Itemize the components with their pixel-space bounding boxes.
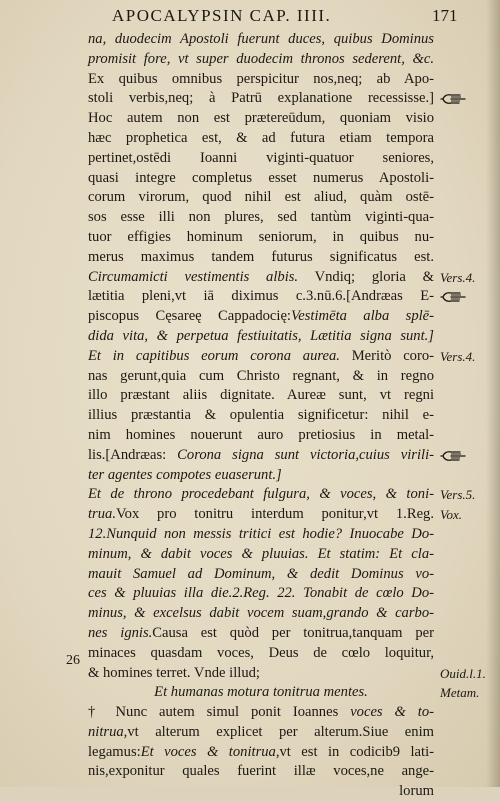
text-line: minus, & excelsus dabit vocem suam,grando & carbo- (88, 605, 434, 622)
margin-note: Metam. (440, 685, 480, 701)
text-line: nis,exponitur quales fuerint illæ voces,ne ange- (88, 763, 434, 780)
margin-note: Ouid.l.1. (440, 665, 486, 681)
margin-number: 26 (66, 653, 80, 668)
text-line: tuor effigies hominum seniorum, in quibus nu- (88, 228, 434, 245)
text-line: dida vita, & perpetua festiuitatis, Lætitia signa sunt.] (88, 327, 434, 344)
text-line: minaces quasdam voces, Deus de cœlo loquitur, (88, 644, 434, 661)
text-line: merus maximus tandem futurus significatus est. (88, 248, 434, 265)
text-line: sos esse illi non plures, sed tantùm viginti-qua- (88, 209, 434, 226)
running-head-title: APOCALYPSIN CAP. IIII. (112, 6, 332, 25)
text-line: legamus:Et voces & tonitrua,vt est in codicib9 lati- (88, 743, 435, 760)
text-line: & homines terret. Vnde illud; (88, 664, 260, 681)
margin-note: Vers.4. (440, 348, 476, 364)
text-line: lorum (399, 783, 434, 800)
text-line: ter agentes compotes euaserunt.] (88, 466, 282, 483)
text-line: nas gerunt,quia cum Christo regnant, & in regno (88, 367, 434, 384)
text-line: † Nunc autem simul ponit Ioannes voces & to- (88, 704, 434, 721)
margin-note: Vox. (440, 507, 463, 523)
text-line: promisit fore, vt super duodecim thronos sederent, &c. (88, 50, 434, 67)
text-line: Circumamicti vestimentis albis. Vndiq; gloria & (88, 268, 434, 285)
text-line: nes ignis.Causa est quòd per tonitrua,tanquam per (88, 624, 434, 641)
text-line: ces & pluuias illa die.2.Reg. 22. Tonabit de cœlo Do- (88, 585, 434, 602)
manicule-icon (440, 91, 466, 107)
margin-note: Vers.5. (440, 487, 476, 503)
text-line: quasi integre completus esset numerus Apostoli- (88, 169, 434, 186)
text-line: Et humanas motura tonitrua mentes. (154, 684, 368, 701)
text-line: Ex quibus omnibus perspicitur nos,neq; ab Apo- (88, 70, 434, 87)
text-line: mauit Samuel ad Dominum, & dedit Dominus vo- (88, 565, 434, 582)
text-line: Hoc autem non est prætereūdum, quoniam visio (88, 110, 434, 127)
text-line: Et in capitibus eorum corona aurea. Meritò coro- (88, 347, 434, 364)
text-line: corum virorum, quod nihil est aliud, quàm ostē- (88, 189, 434, 206)
text-line: nim homines nouerunt auro pretiosius in metal- (88, 426, 434, 443)
text-line: Et de throno procedebant fulgura, & voces, & toni- (88, 486, 434, 503)
text-line: minum, & dabit voces & pluuias. Et statim: Et cla- (88, 545, 434, 562)
text-line: nitrua,vt alterum explicet per alterum.Siue enim (88, 723, 434, 740)
text-line: trua.Vox pro tonitru interdum ponitur,vt 1.Reg. (88, 506, 434, 523)
text-line: pertinet,ostēdi Ioanni viginti-quatuor seniores, (88, 149, 434, 166)
text-line: stoli verbis,neq; à Patrū explanatione recessisse.] (88, 90, 434, 107)
text-line: lætitia pleni,vt iā diximus c.3.nū.6.[Andræas E- (88, 288, 434, 305)
text-line: illo præstant aliis dignitate. Aureæ sunt, vt regni (88, 387, 434, 404)
margin-note: Vers.4. (440, 269, 476, 285)
text-line: piscopus Cęsareę Cappadocię:Vestimēta alba splē- (88, 308, 435, 325)
text-line: illius præstantia & opulentia significetur: nihil e- (88, 407, 434, 424)
manicule-icon (440, 448, 466, 464)
text-line: na, duodecim Apostoli fuerunt duces, quibus Dominus (88, 31, 434, 47)
text-line: hæc prophetica est, & ad futura etiam tempora (88, 129, 434, 146)
text-line: 12.Nunquid non messis tritici est hodie? Inuocabe Do- (88, 525, 434, 542)
text-line: lis.[Andræas: Corona signa sunt victoria,cuius virili- (88, 446, 434, 463)
manicule-icon (440, 289, 466, 305)
page-number: 171 (432, 6, 458, 25)
